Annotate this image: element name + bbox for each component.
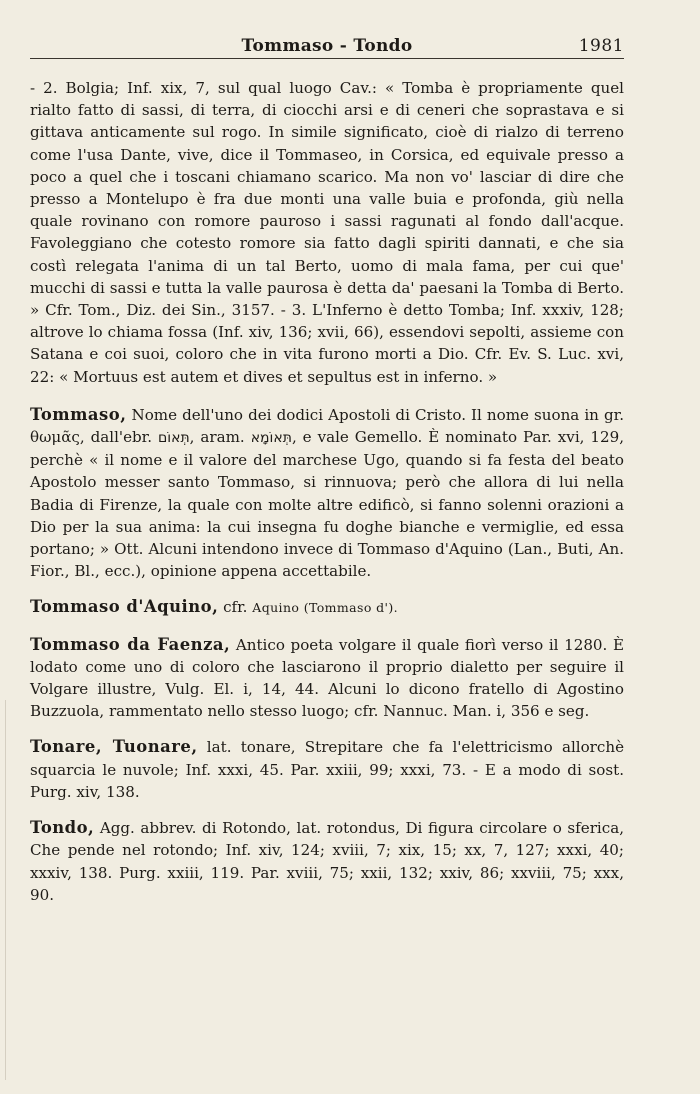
greek-word: θωμᾶς <box>30 428 80 447</box>
entry-text: - 2. Bolgia; Inf. xix, 7, sul qual luogo Cav.: « Tomba è propriamente quel rialto fatto di sassi, di terra, di ciocchi arsi e di ceneri che soprastava e si gittava anticamente sul rogo. In simile significato, cioè di rialzo di terreno come l'usa Dante, vive, dice il Tommaseo, in Corsica, ed equivale presso a poco a quel che i toscani chiamano scarico. Ma non vo' lasciar di dire che presso a Montelupo è fra due monti una valle buia e profonda, giù nella quale rovinano con romore pauroso i sassi ragunati al fondo dall'acque. Favoleggiano che cotesto romore sia fatto dagli spiriti dannati, e che sia costì relegata l'anima di un tal Berto, uomo di mala fama, per cui que' mucchi di sassi e tutta la valle paurosa è detta da' paesani la Tomba di Berto. » Cfr. Tom., Diz. dei Sin., 3157. - 3. L'Inferno è detto Tomba; Inf. xxxiv, 128; altrove lo chiama fossa (Inf. xiv, 136; xvii, 66), essendovi sepolti, assieme con Satana e coi suoi, coloro che in vita furono morti a Dio. Cfr. Ev. S. Luc. xvi, 22: « Mortuus est autem et dives et sepultus est in inferno. » <box>30 79 624 386</box>
entry-lemma: Tonare, Tuonare, <box>30 737 198 757</box>
entry-text: Agg. abbrev. di Rotondo, lat. rotondus, Di figura circolare o sferica, Che pende nel rotondo; Inf. xiv, 124; xviii, 7; xix, 15; xx, 7, 127; xxxi, 40; xxxiv, 138. Purg. xxiii, 119. Par. xviii, 75; xxii, 132; xxiv, 86; xxviii, 75; xxx, 90. <box>30 819 624 904</box>
entries <box>30 77 624 906</box>
page-header <box>30 28 624 59</box>
entry-lemma: Tommaso, <box>30 404 127 424</box>
hebrew-word: תְּאוֹם <box>157 430 190 447</box>
entry-tommaso <box>30 404 624 583</box>
entry-text: , aram. <box>189 428 251 447</box>
entry-text: Antico poeta volgare il quale fiorì verso il 1280. È lodato come uno di coloro che lasciarono il proprio dialetto per seguire il Volgare illustre, Vulg. El. i, 14, 44. Alcuni lo dicono fratello di Agostino Buzzuola, rammentato nello stesso luogo; cfr. Nannuc. Man. i, 356 e seg. <box>30 635 624 721</box>
entry-lemma: Tommaso d'Aquino, <box>30 597 219 617</box>
entry-tomba-continuation <box>30 77 624 388</box>
entry-tommaso-da-faenza <box>30 634 624 723</box>
running-head: Tommaso - Tondo <box>241 36 413 56</box>
entry-lemma: Tommaso da Faenza, <box>30 634 231 654</box>
entry-tommaso-d-aquino <box>30 596 624 619</box>
page-number: 1981 <box>578 36 624 56</box>
entry-tondo <box>30 817 624 906</box>
cross-reference: Aquino (Tommaso d'). <box>252 600 399 616</box>
entry-tonare <box>30 736 624 803</box>
page-edge-shadow <box>5 700 6 1080</box>
entry-text: lat. tonare, Strepitare che fa l'elettricismo allorchè squarcia le nuvole; Inf. xxxi, 45. Par. xxiii, 99; xxxi, 73. - E a modo di sost. Purg. xiv, 138. <box>30 738 625 801</box>
entry-text: , dall'ebr. <box>79 428 158 447</box>
entry-text: cfr. <box>218 598 253 617</box>
entry-text: , e vale Gemello. È nominato Par. xvi, 129, perchè « il nome e il valore del marchese Ugo, quando si fa festa del beato Apostolo messer santo Tommaso, si rinnuova; però che allora di lui nella Badia di Firenze, la quale con molte altre edificò, si fanno solenni orazioni a Dio per la sua anima: la cui insegna fu doghe bianche e vermiglie, ed essa portano; » Ott. Alcuni intendono invece di Tommaso d'Aquino (Lan., Buti, An. Fior., Bl., ecc.), opinione appena accettabile. <box>30 428 625 581</box>
dictionary-page <box>30 28 624 920</box>
entry-text: Nome dell'uno dei dodici Apostoli di Cristo. Il nome suona in gr. <box>126 405 624 424</box>
entry-lemma: Tondo, <box>30 818 95 838</box>
aramaic-word: תְּאוֹמָא <box>250 430 292 447</box>
